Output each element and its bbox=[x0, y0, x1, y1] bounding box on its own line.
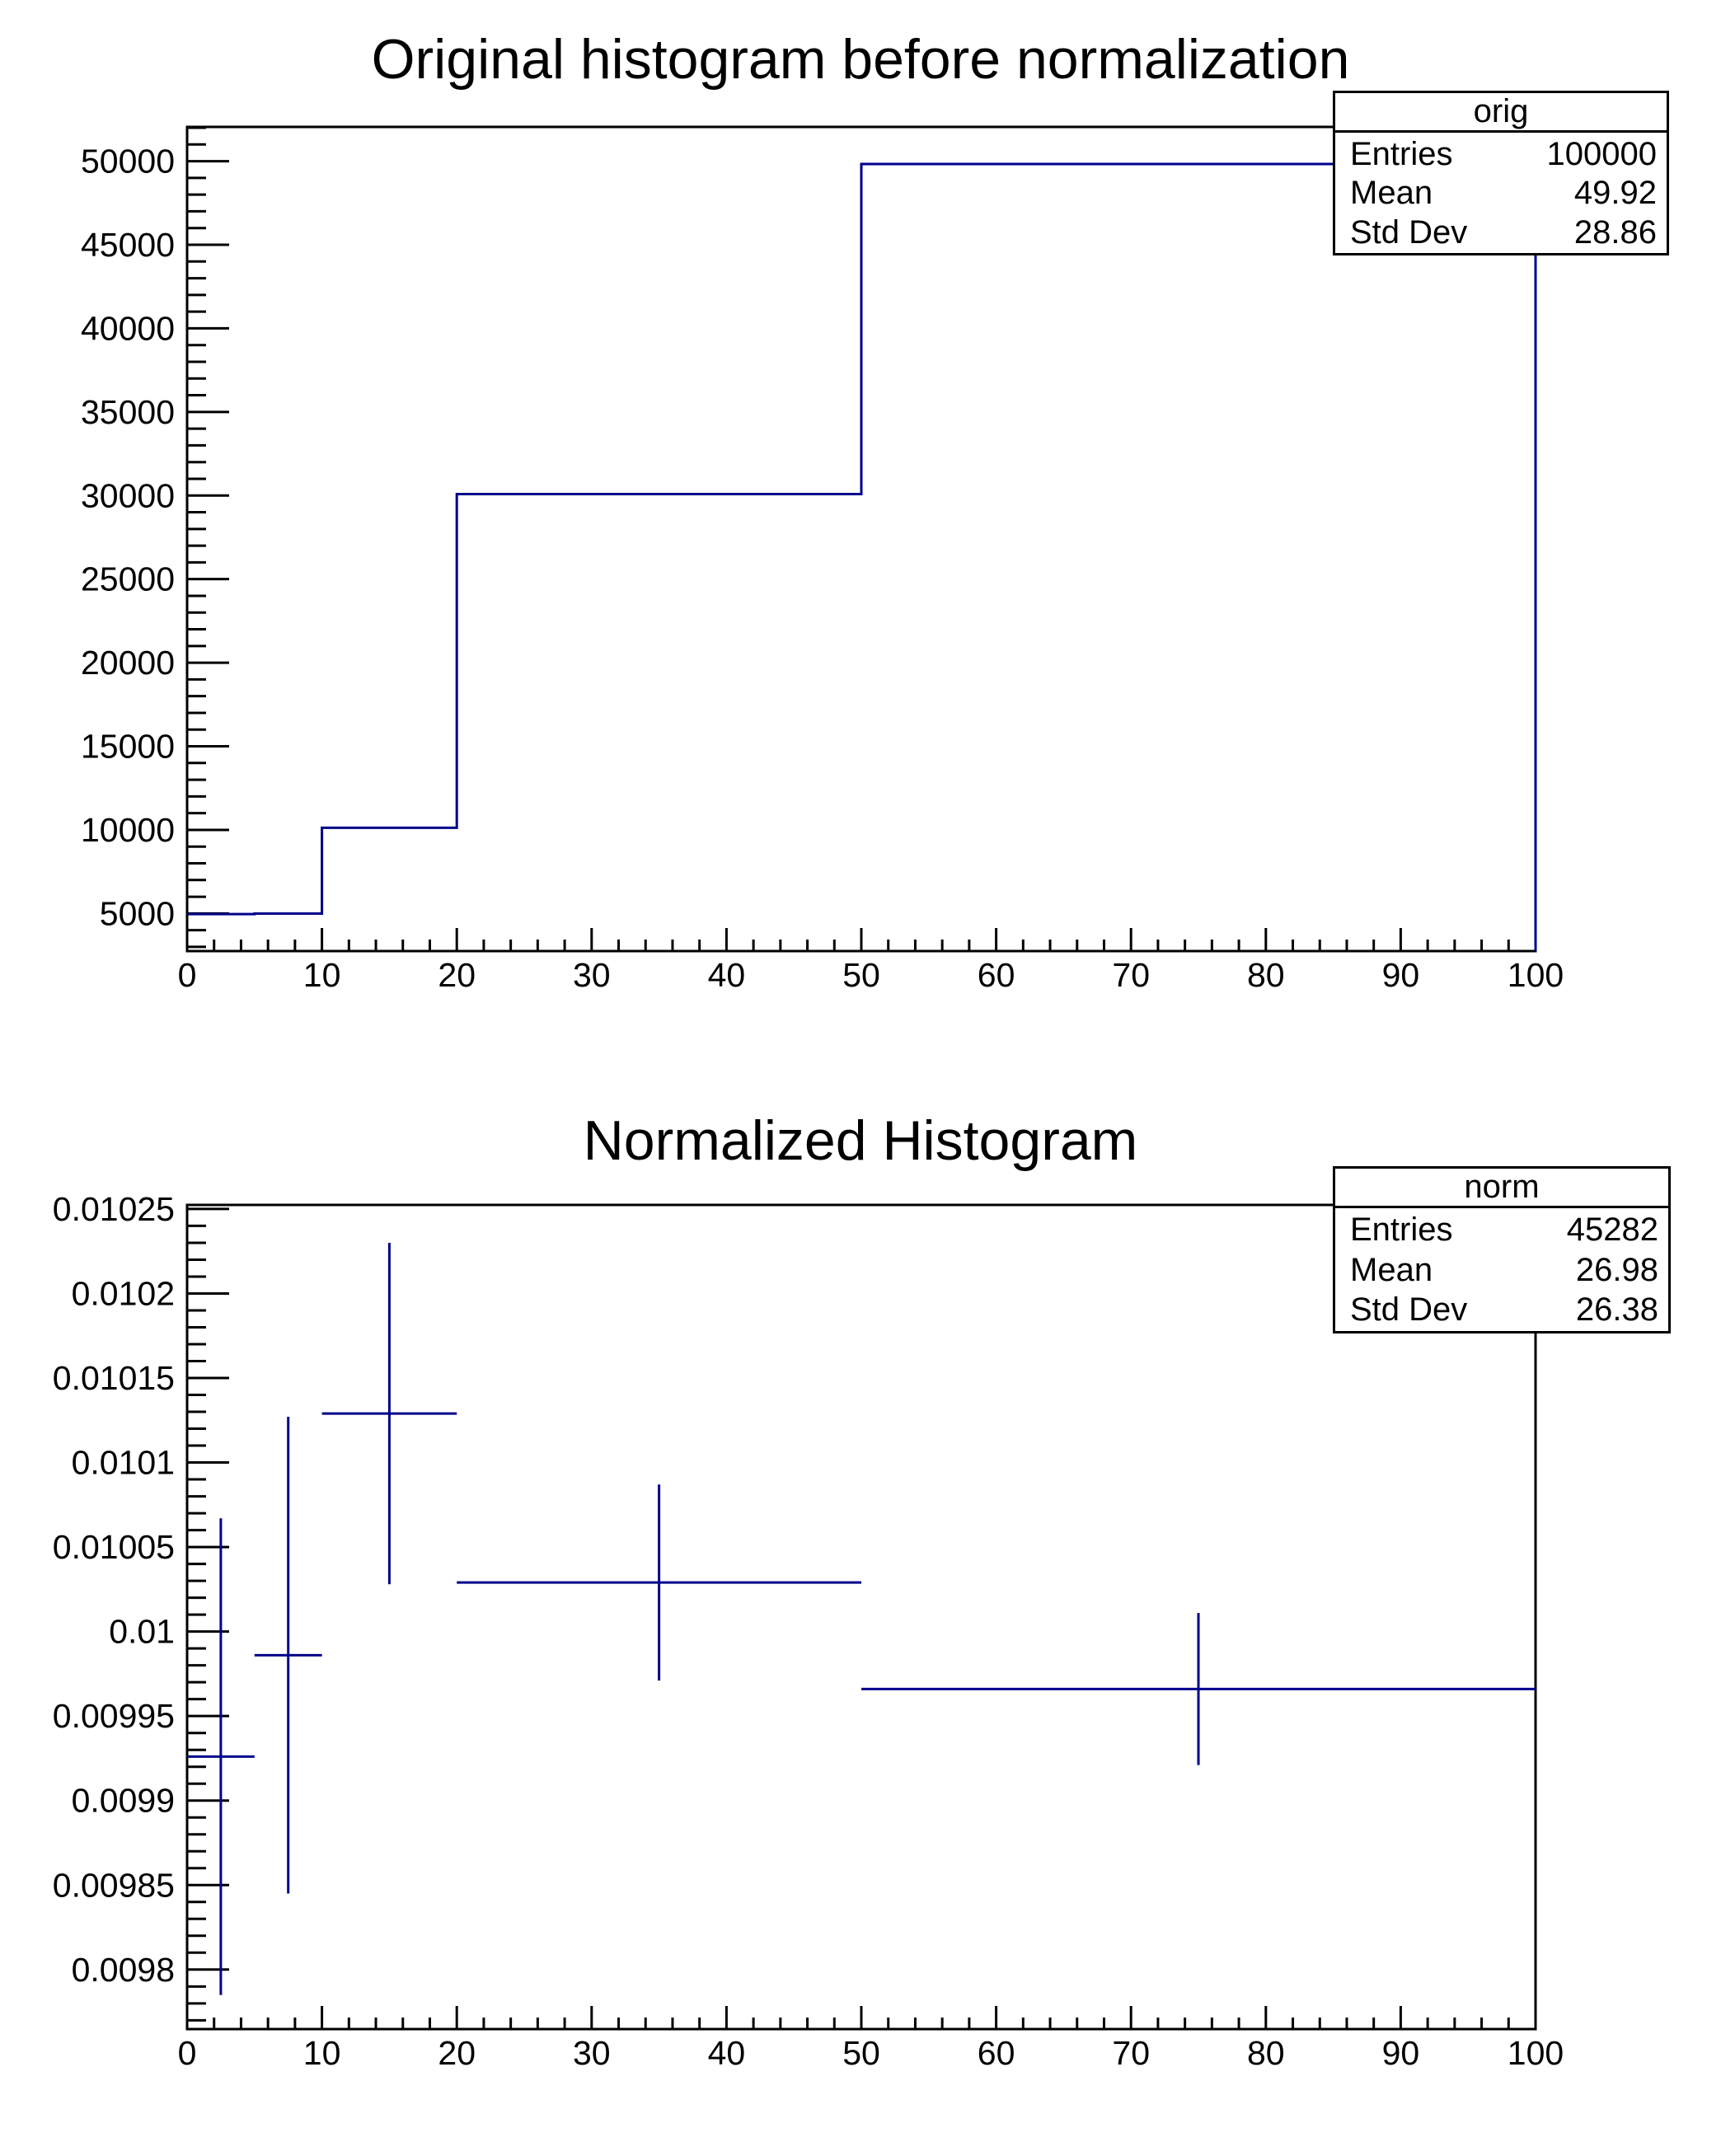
y-tick-label: 0.01015 bbox=[52, 1359, 175, 1398]
y-tick-label: 25000 bbox=[80, 560, 175, 598]
stats-box-orig-rows bbox=[1335, 133, 1667, 253]
x-tick-label: 0 bbox=[177, 2034, 197, 2072]
x-tick-label: 100 bbox=[1507, 2034, 1564, 2072]
y-tick-label: 40000 bbox=[80, 309, 175, 348]
y-axis-ticks bbox=[187, 1209, 229, 2020]
x-axis-ticks bbox=[187, 928, 1536, 951]
y-axis-ticks bbox=[187, 128, 229, 947]
stats-box-norm bbox=[1333, 1166, 1671, 1333]
stats-label: Mean bbox=[1350, 1251, 1433, 1288]
histogram-step-line bbox=[187, 164, 1536, 951]
x-tick-label: 50 bbox=[842, 2034, 880, 2072]
stats-row-mean bbox=[1335, 1252, 1668, 1288]
x-tick-label: 90 bbox=[1381, 956, 1420, 994]
x-tick-label: 60 bbox=[977, 2034, 1015, 2072]
x-tick-label: 80 bbox=[1246, 2034, 1285, 2072]
stats-box-orig-title: orig bbox=[1335, 93, 1667, 133]
stats-row-entries bbox=[1335, 136, 1667, 172]
stats-row-stddev bbox=[1335, 214, 1667, 251]
y-tick-label: 15000 bbox=[80, 727, 175, 766]
y-tick-label: 5000 bbox=[99, 894, 175, 933]
y-tick-label: 0.0101 bbox=[71, 1443, 175, 1482]
stats-row-mean bbox=[1335, 175, 1667, 211]
stats-value: 26.38 bbox=[1575, 1291, 1658, 1328]
x-tick-label: 40 bbox=[707, 956, 746, 994]
x-tick-label: 0 bbox=[177, 956, 197, 994]
x-tick-label: 70 bbox=[1112, 2034, 1151, 2072]
x-tick-label: 10 bbox=[302, 956, 341, 994]
x-tick-label: 40 bbox=[707, 2034, 746, 2072]
top-plot-title: Original histogram before normalization bbox=[371, 28, 1350, 91]
x-tick-label: 30 bbox=[572, 2034, 611, 2072]
error-bar-points bbox=[187, 1243, 1536, 1995]
stats-label: Mean bbox=[1350, 175, 1433, 211]
y-tick-label: 0.0098 bbox=[71, 1950, 175, 1989]
y-tick-label: 0.0102 bbox=[71, 1274, 175, 1313]
stats-value: 49.92 bbox=[1573, 175, 1657, 211]
x-tick-label: 50 bbox=[842, 956, 880, 994]
stats-label: Entries bbox=[1350, 135, 1453, 172]
y-axis-labels bbox=[81, 143, 175, 933]
y-tick-label: 0.01 bbox=[109, 1612, 175, 1651]
y-tick-label: 0.00985 bbox=[52, 1866, 175, 1905]
x-tick-label: 70 bbox=[1112, 956, 1151, 994]
stats-value: 26.98 bbox=[1575, 1251, 1658, 1288]
stats-value: 28.86 bbox=[1573, 213, 1657, 251]
y-tick-label: 0.01025 bbox=[52, 1189, 175, 1228]
y-tick-label: 0.01005 bbox=[52, 1528, 175, 1567]
x-tick-label: 10 bbox=[302, 2034, 341, 2072]
y-tick-label: 20000 bbox=[80, 644, 175, 682]
x-tick-label: 30 bbox=[572, 956, 611, 994]
x-axis-labels bbox=[178, 956, 1564, 994]
stats-box-orig bbox=[1333, 91, 1669, 255]
stats-label: Std Dev bbox=[1350, 213, 1468, 251]
y-tick-label: 35000 bbox=[80, 392, 175, 431]
stats-row-stddev bbox=[1335, 1291, 1668, 1328]
x-tick-label: 20 bbox=[438, 956, 476, 994]
stats-box-norm-rows bbox=[1335, 1208, 1668, 1331]
y-tick-label: 50000 bbox=[80, 142, 175, 180]
y-axis-labels bbox=[53, 1190, 175, 1989]
stats-row-entries bbox=[1335, 1212, 1668, 1248]
stats-label: Std Dev bbox=[1350, 1291, 1468, 1328]
y-tick-label: 10000 bbox=[80, 810, 175, 849]
stats-box-norm-title: norm bbox=[1335, 1169, 1668, 1208]
stats-value: 100000 bbox=[1546, 135, 1657, 172]
x-axis-labels bbox=[178, 2034, 1564, 2072]
y-tick-label: 0.00995 bbox=[52, 1697, 175, 1736]
x-tick-label: 20 bbox=[438, 2034, 476, 2072]
y-tick-label: 45000 bbox=[80, 226, 175, 265]
y-tick-label: 0.0099 bbox=[71, 1781, 175, 1820]
top-plot bbox=[81, 127, 1564, 994]
x-tick-label: 100 bbox=[1507, 956, 1564, 994]
x-axis-ticks bbox=[187, 2006, 1536, 2029]
x-tick-label: 60 bbox=[977, 956, 1015, 994]
y-tick-label: 30000 bbox=[80, 476, 175, 515]
stats-value: 45282 bbox=[1566, 1212, 1658, 1249]
x-tick-label: 90 bbox=[1381, 2034, 1420, 2072]
x-tick-label: 80 bbox=[1246, 956, 1285, 994]
stats-label: Entries bbox=[1350, 1212, 1453, 1249]
bottom-plot-title: Normalized Histogram bbox=[583, 1109, 1138, 1172]
